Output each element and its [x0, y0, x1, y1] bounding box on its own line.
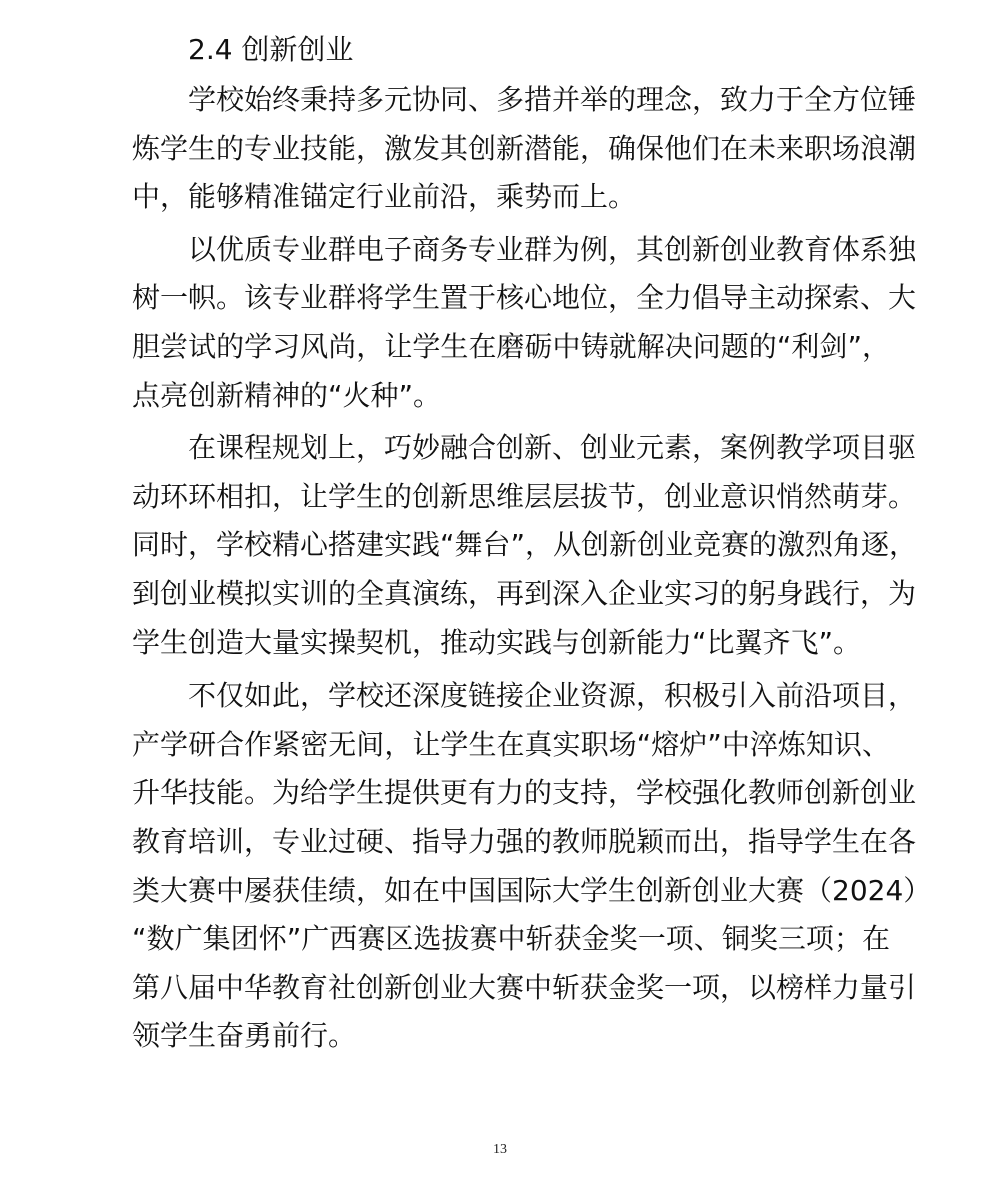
paragraph-line: 胆尝试的学习风尚，让学生在磨砺中铸就解决问题的“利剑”， [132, 329, 890, 363]
paragraph-line: 树一帜。该专业群将学生置于核心地位，全力倡导主动探索、大 [132, 281, 917, 315]
paragraph-line: 以优质专业群电子商务专业群为例，其创新创业教育体系独 [188, 232, 917, 266]
paragraph-line: 学生创造大量实操契机，推动实践与创新能力“比翼齐飞”。 [132, 625, 862, 659]
page-number: 13 [493, 1142, 507, 1157]
paragraph-line: 教育培训，专业过硬、指导力强的教师脱颖而出，指导学生在各 [132, 824, 917, 858]
paragraph-line: 炼学生的专业技能，激发其创新潜能，确保他们在未来职场浪潮 [132, 131, 917, 165]
paragraph-line: 同时，学校精心搭建实践“舞台”，从创新创业竞赛的激烈角逐， [132, 528, 918, 562]
paragraph-line: 不仅如此，学校还深度链接企业资源，积极引入前沿项目， [188, 679, 917, 713]
paragraph-2 [132, 226, 917, 420]
paragraph-line: 中，能够精准锚定行业前沿，乘势而上。 [132, 180, 637, 214]
paragraph-line: 动环环相扣，让学生的创新思维层层拔节，创业意识悄然萌芽。 [132, 479, 917, 513]
paragraph-line: “数广集团怀”广西赛区选拔赛中斩获金奖一项、铜奖三项；在 [132, 922, 890, 956]
paragraph-4 [132, 672, 932, 1061]
paragraph-line: 到创业模拟实训的全真演练，再到深入企业实习的躬身践行，为 [132, 576, 917, 610]
paragraph-line: 点亮创新精神的“火种”。 [132, 378, 442, 412]
paragraph-line: 类大赛中屡获佳绩，如在中国国际大学生创新创业大赛（2024） [132, 873, 932, 907]
paragraph-line: 第八届中华教育社创新创业大赛中斩获金奖一项，以榜样力量引 [132, 970, 917, 1004]
section-heading: 2.4 创新创业 [188, 33, 354, 66]
paragraph-1 [132, 76, 917, 222]
paragraph-line: 学校始终秉持多元协同、多措并举的理念，致力于全方位锤 [188, 83, 917, 116]
paragraph-line: 领学生奋勇前行。 [132, 1019, 357, 1053]
paragraph-line: 在课程规划上，巧妙融合创新、创业元素，案例教学项目驱 [188, 431, 917, 465]
paragraph-line: 产学研合作紧密无间，让学生在真实职场“熔炉”中淬炼知识、 [132, 727, 890, 761]
paragraph-line: 升华技能。为给学生提供更有力的支持，学校强化教师创新创业 [132, 776, 917, 810]
page-content [132, 26, 932, 1061]
paragraph-3 [132, 424, 918, 667]
